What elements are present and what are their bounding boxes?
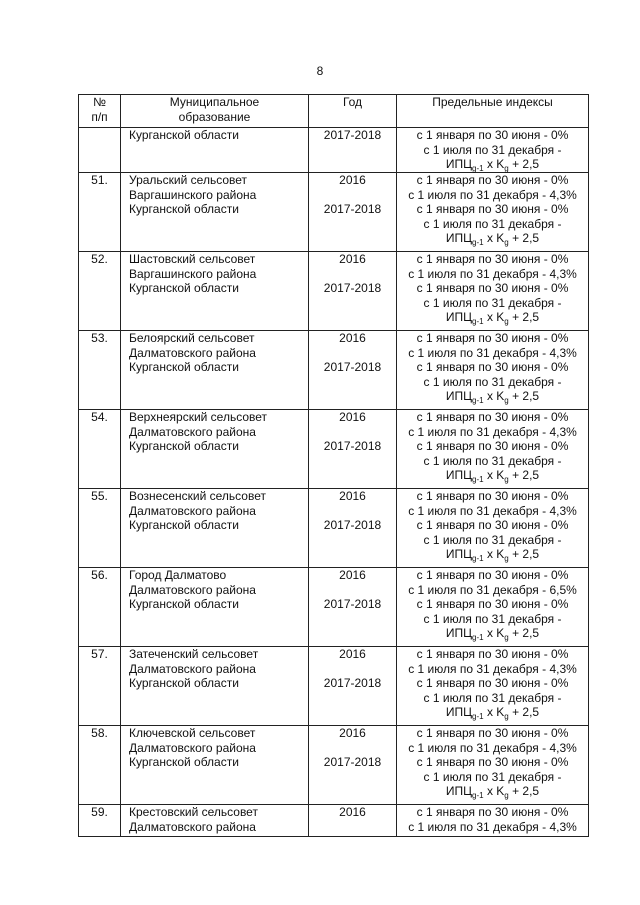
municipality-line: Вознесенский сельсовет: [129, 489, 266, 503]
year-period: 2016: [339, 647, 366, 661]
row-number-text: 52.: [91, 252, 108, 266]
index-line: с 1 июля по 31 декабря -: [423, 453, 562, 468]
indices-cell: [397, 410, 589, 489]
index-line: с 1 июля по 31 декабря - 4,3%: [408, 661, 577, 676]
row-number: [79, 805, 121, 837]
index-line: с 1 июля по 31 декабря -: [423, 690, 562, 705]
table-row: [79, 805, 589, 837]
year-period: 2016: [339, 331, 366, 345]
table-row: [79, 128, 589, 173]
index-line: с 1 июля по 31 декабря - 4,3%: [408, 424, 577, 439]
row-number: [79, 331, 121, 410]
index-line: с 1 января по 30 июня - 0%: [416, 410, 569, 424]
municipality-line: Курганской области: [129, 597, 239, 611]
year-period: 2016: [339, 410, 366, 424]
municipality-cell: [121, 128, 309, 173]
municipality-line: Белоярский сельсовет: [129, 331, 255, 345]
indices-cell: [397, 726, 589, 805]
index-line: с 1 января по 30 июня - 0%: [416, 489, 569, 503]
table-row: [79, 331, 589, 410]
index-line: с 1 января по 30 июня - 0%: [416, 252, 569, 266]
year-period: 2017-2018: [323, 128, 382, 142]
index-line: с 1 июля по 31 декабря - 4,3%: [408, 345, 577, 360]
index-line: с 1 июля по 31 декабря -: [423, 374, 562, 389]
page-number: 8: [316, 64, 324, 78]
index-line: с 1 июля по 31 декабря -: [423, 532, 562, 547]
index-line: с 1 июля по 31 декабря - 6,5%: [408, 582, 577, 597]
municipality-cell: [121, 410, 309, 489]
municipality-line: Курганской области: [129, 281, 239, 295]
index-line: с 1 января по 30 июня - 0%: [416, 755, 569, 769]
municipality-line: Курганской области: [129, 202, 239, 216]
year-cell: [309, 805, 397, 837]
year-period: 2017-2018: [323, 281, 382, 295]
year-cell: [309, 489, 397, 568]
municipality-cell: [121, 331, 309, 410]
year-period: 2017-2018: [323, 597, 382, 611]
index-line: с 1 января по 30 июня - 0%: [416, 597, 569, 611]
table-header: [79, 95, 589, 128]
index-line: с 1 января по 30 июня - 0%: [416, 676, 569, 690]
header-indices: Предельные индексы: [397, 95, 589, 128]
index-line: с 1 января по 30 июня - 0%: [416, 647, 569, 661]
index-line: с 1 января по 30 июня - 0%: [416, 726, 569, 740]
row-number: [79, 252, 121, 331]
index-formula: $ИПЦ_{g-1}$ x $K_g + 2,5$: [445, 547, 540, 563]
row-number-text: 55.: [91, 489, 108, 503]
index-line: с 1 января по 30 июня - 0%: [416, 173, 569, 187]
index-formula: $ИПЦ_{g-1}$ x $K_g + 2,5$: [445, 784, 540, 800]
row-number-text: 53.: [91, 331, 108, 345]
year-cell: [309, 568, 397, 647]
municipality-line: Верхнеярский сельсовет: [129, 410, 268, 424]
municipality-line: Далматовского района: [129, 424, 256, 439]
index-line: с 1 июля по 31 декабря - 4,3%: [408, 503, 577, 518]
index-formula: $ИПЦ_{g-1}$ x $K_g + 2,5$: [445, 468, 540, 484]
municipality-line: Варгашинского района: [129, 187, 257, 202]
row-number-text: 59.: [91, 805, 108, 819]
indices-cell: [397, 173, 589, 252]
year-period: 2016: [339, 568, 366, 582]
municipality-cell: [121, 489, 309, 568]
row-number-text: 57.: [91, 647, 108, 661]
table-row: [79, 252, 589, 331]
municipality-cell: [121, 568, 309, 647]
municipality-line: Шастовский сельсовет: [129, 252, 256, 266]
municipality-line: Далматовского района: [129, 819, 256, 834]
indices-cell: [397, 128, 589, 173]
index-formula: $ИПЦ_{g-1}$ x $K_g + 2,5$: [445, 626, 540, 642]
row-number: [79, 410, 121, 489]
year-period: 2017-2018: [323, 755, 382, 769]
index-line: с 1 июля по 31 декабря - 4,3%: [408, 740, 577, 755]
year-period: 2016: [339, 252, 366, 266]
municipality-line: Далматовского района: [129, 582, 256, 597]
year-period: 2017-2018: [323, 360, 382, 374]
header-municipality: Муниципальное образование: [121, 95, 309, 128]
municipality-cell: [121, 647, 309, 726]
year-period: 2017-2018: [323, 676, 382, 690]
year-period: 2017-2018: [323, 439, 382, 453]
index-line: с 1 января по 30 июня - 0%: [416, 360, 569, 374]
index-line: с 1 июля по 31 декабря -: [423, 769, 562, 784]
table-row: [79, 647, 589, 726]
index-line: с 1 июля по 31 декабря - 4,3%: [408, 187, 577, 202]
index-line: с 1 июля по 31 декабря - 4,3%: [408, 819, 577, 834]
year-period: 2017-2018: [323, 202, 382, 216]
year-period: 2016: [339, 489, 366, 503]
index-formula: $ИПЦ_{g-1}$ x $K_g + 2,5$: [445, 157, 540, 173]
year-cell: [309, 252, 397, 331]
row-number: [79, 489, 121, 568]
municipality-line: Курганской области: [129, 755, 239, 769]
index-line: с 1 июля по 31 декабря - 4,3%: [408, 266, 577, 281]
row-number: [79, 128, 121, 173]
year-cell: [309, 410, 397, 489]
municipality-line: Варгашинского района: [129, 266, 257, 281]
year-cell: [309, 726, 397, 805]
index-line: с 1 июля по 31 декабря -: [423, 295, 562, 310]
municipality-cell: [121, 805, 309, 837]
row-number: [79, 647, 121, 726]
index-line: с 1 января по 30 июня - 0%: [416, 331, 569, 345]
municipality-line: Курганской области: [129, 676, 239, 690]
municipality-line: Курганской области: [129, 518, 239, 532]
municipality-line: Далматовского района: [129, 345, 256, 360]
table-row: [79, 568, 589, 647]
municipality-line: Далматовского района: [129, 661, 256, 676]
municipality-line: Уральский сельсовет: [129, 173, 248, 187]
index-line: с 1 июля по 31 декабря -: [423, 142, 562, 157]
row-number: [79, 173, 121, 252]
index-line: с 1 января по 30 июня - 0%: [416, 202, 569, 216]
index-line: с 1 января по 30 июня - 0%: [416, 805, 569, 819]
index-line: с 1 января по 30 июня - 0%: [416, 439, 569, 453]
index-line: с 1 июля по 31 декабря -: [423, 611, 562, 626]
year-period: 2016: [339, 805, 366, 819]
indices-cell: [397, 805, 589, 837]
row-number-text: 54.: [91, 410, 108, 424]
header-num: № п/п: [79, 95, 121, 128]
row-number-text: 58.: [91, 726, 108, 740]
table-row: [79, 173, 589, 252]
table-body: [79, 128, 589, 837]
index-formula: $ИПЦ_{g-1}$ x $K_g + 2,5$: [445, 231, 540, 247]
municipality-line: Курганской области: [129, 360, 239, 374]
year-period: 2017-2018: [323, 518, 382, 532]
indices-cell: [397, 252, 589, 331]
municipality-cell: [121, 173, 309, 252]
indices-cell: [397, 331, 589, 410]
index-line: с 1 января по 30 июня - 0%: [416, 568, 569, 582]
municipality-line: Далматовского района: [129, 740, 256, 755]
year-cell: [309, 128, 397, 173]
row-number-text: 56.: [91, 568, 108, 582]
municipality-cell: [121, 252, 309, 331]
municipality-line: Крестовский сельсовет: [129, 805, 258, 819]
index-line: с 1 января по 30 июня - 0%: [416, 518, 569, 532]
index-formula: $ИПЦ_{g-1}$ x $K_g + 2,5$: [445, 310, 540, 326]
year-period: 2016: [339, 173, 366, 187]
municipality-line: Далматовского района: [129, 503, 256, 518]
index-line: с 1 июля по 31 декабря -: [423, 216, 562, 231]
row-number-text: 51.: [91, 173, 108, 187]
municipality-line: Курганской области: [129, 128, 239, 142]
municipality-line: Курганской области: [129, 439, 239, 453]
index-line: с 1 января по 30 июня - 0%: [416, 128, 569, 142]
municipality-cell: [121, 726, 309, 805]
index-line: с 1 января по 30 июня - 0%: [416, 281, 569, 295]
table-row: [79, 489, 589, 568]
table-row: [79, 726, 589, 805]
year-period: 2016: [339, 726, 366, 740]
year-cell: [309, 647, 397, 726]
row-number: [79, 726, 121, 805]
row-number: [79, 568, 121, 647]
table-row: [79, 410, 589, 489]
municipality-line: Город Далматово: [129, 568, 227, 582]
indices-cell: [397, 647, 589, 726]
index-formula: $ИПЦ_{g-1}$ x $K_g + 2,5$: [445, 705, 540, 721]
year-cell: [309, 173, 397, 252]
tariff-index-table: [78, 94, 589, 837]
index-formula: $ИПЦ_{g-1}$ x $K_g + 2,5$: [445, 389, 540, 405]
year-cell: [309, 331, 397, 410]
header-year: Год: [309, 95, 397, 128]
indices-cell: [397, 489, 589, 568]
municipality-line: Затеченский сельсовет: [129, 647, 259, 661]
municipality-line: Ключевской сельсовет: [129, 726, 256, 740]
indices-cell: [397, 568, 589, 647]
